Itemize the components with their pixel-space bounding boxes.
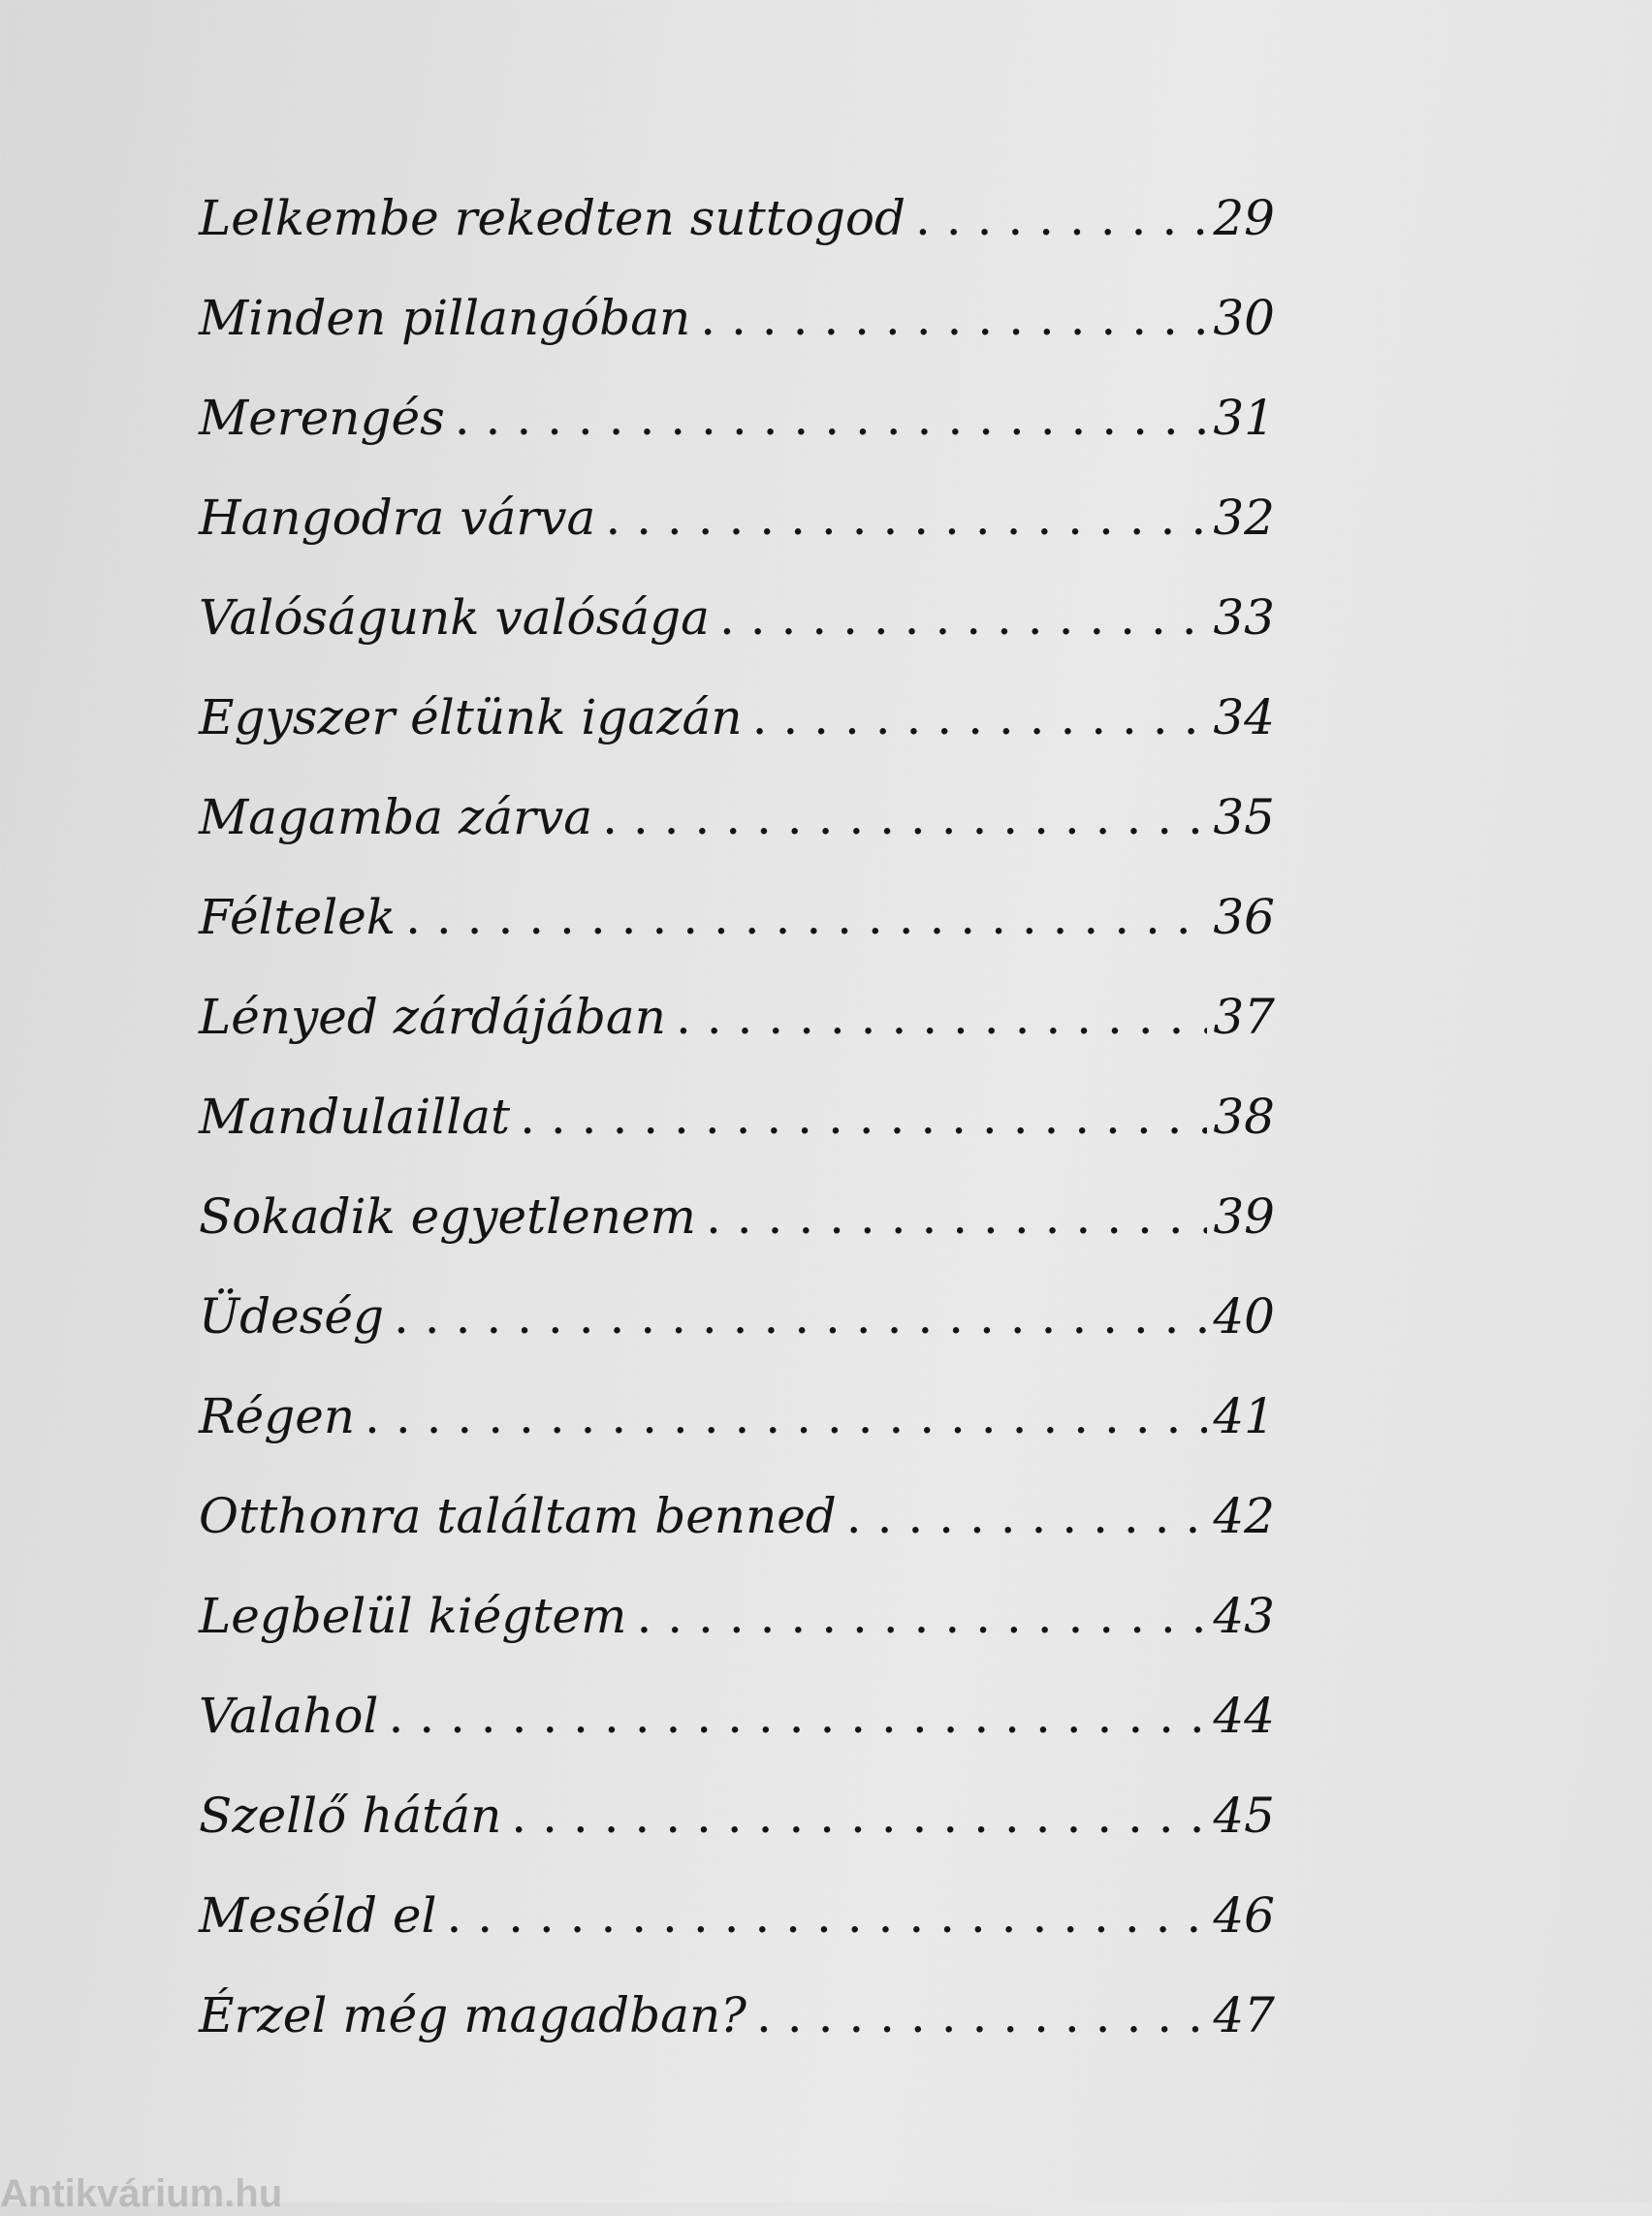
toc-entry-title: Legbelül kiégtem xyxy=(199,1588,627,1644)
dot-leader xyxy=(355,1392,1207,1440)
toc-entry xyxy=(199,1288,1275,1392)
toc-entry xyxy=(199,290,1275,394)
toc-entry-page: 38 xyxy=(1213,1089,1275,1145)
toc-entry xyxy=(199,1688,1275,1791)
watermark: Antikvárium.hu xyxy=(0,2172,283,2215)
toc-entry-title: Sokadik egyetlenem xyxy=(199,1188,696,1245)
toc-entry xyxy=(199,1388,1275,1492)
toc-entry-title: Magamba zárva xyxy=(199,789,593,845)
toc-entry-page: 36 xyxy=(1213,889,1275,945)
toc-entry-page: 44 xyxy=(1213,1688,1275,1744)
toc-entry xyxy=(199,889,1275,993)
toc-entry-title: Meséld el xyxy=(199,1887,437,1944)
toc-entry-page: 40 xyxy=(1213,1288,1275,1345)
toc-entry-title: Régen xyxy=(199,1388,356,1444)
toc-entry xyxy=(199,1089,1275,1192)
toc-entry-title: Féltelek xyxy=(199,889,397,945)
toc-entry-title: Lelkembe rekedten suttogod xyxy=(199,190,906,246)
toc-entry xyxy=(199,1887,1275,1991)
dot-leader xyxy=(437,1891,1208,1940)
toc-entry xyxy=(199,190,1275,294)
dot-leader xyxy=(905,194,1207,242)
toc-entry-title: Valahol xyxy=(199,1688,379,1744)
toc-entry-title: Szellő hátán xyxy=(199,1788,502,1844)
toc-entry-title: Érzel még magadban? xyxy=(199,1987,747,2043)
toc-entry-title: Otthonra találtam benned xyxy=(199,1488,837,1544)
dot-leader xyxy=(747,1991,1207,2040)
toc-entry xyxy=(199,390,1275,493)
dot-leader xyxy=(510,1092,1207,1141)
dot-leader xyxy=(666,993,1207,1041)
toc-entry-title: Egyszer éltünk igazán xyxy=(199,689,743,745)
toc-entry xyxy=(199,1188,1275,1292)
toc-entry-title: Mandulaillat xyxy=(199,1089,511,1145)
toc-entry-page: 45 xyxy=(1213,1788,1275,1844)
toc-entry xyxy=(199,689,1275,793)
dot-leader xyxy=(595,493,1207,542)
toc-entry-page: 39 xyxy=(1213,1188,1275,1245)
toc-entry-title: Lényed zárdájában xyxy=(199,989,666,1045)
toc-entry xyxy=(199,1788,1275,1891)
dot-leader xyxy=(501,1791,1207,1840)
toc-entry-page: 46 xyxy=(1213,1887,1275,1944)
toc-entry-title: Üdeség xyxy=(199,1288,384,1345)
toc-entry-page: 34 xyxy=(1213,689,1275,745)
dot-leader xyxy=(710,593,1207,642)
toc-entry xyxy=(199,490,1275,593)
dot-leader xyxy=(743,693,1208,742)
toc-entry xyxy=(199,1588,1275,1692)
toc-entry-page: 33 xyxy=(1213,589,1275,646)
dot-leader xyxy=(384,1292,1207,1341)
toc-entry-title: Hangodra várva xyxy=(199,490,596,546)
toc-entry-page: 43 xyxy=(1213,1588,1275,1644)
dot-leader xyxy=(592,793,1207,841)
dot-leader xyxy=(837,1492,1208,1540)
dot-leader xyxy=(445,394,1208,442)
toc-entry xyxy=(199,789,1275,893)
toc-entry-page: 42 xyxy=(1213,1488,1275,1544)
toc-entry-page: 41 xyxy=(1213,1388,1275,1444)
dot-leader xyxy=(396,893,1207,941)
toc-entry-title: Valóságunk valósága xyxy=(199,589,710,646)
toc-entry xyxy=(199,1987,1275,2091)
toc-entry xyxy=(199,589,1275,693)
table-of-contents xyxy=(199,190,1275,2091)
toc-entry-page: 35 xyxy=(1213,789,1275,845)
toc-entry-page: 47 xyxy=(1213,1987,1275,2043)
dot-leader xyxy=(626,1592,1207,1640)
dot-leader xyxy=(378,1692,1207,1740)
dot-leader xyxy=(696,1192,1207,1241)
toc-entry-title: Minden pillangóban xyxy=(199,290,691,346)
toc-entry-title: Merengés xyxy=(199,390,445,446)
toc-entry-page: 32 xyxy=(1213,490,1275,546)
toc-entry-page: 31 xyxy=(1213,390,1275,446)
toc-entry-page: 37 xyxy=(1213,989,1275,1045)
toc-entry-page: 30 xyxy=(1213,290,1275,346)
toc-entry xyxy=(199,1488,1275,1592)
toc-entry-page: 29 xyxy=(1213,190,1275,246)
toc-entry xyxy=(199,989,1275,1092)
dot-leader xyxy=(690,294,1207,342)
